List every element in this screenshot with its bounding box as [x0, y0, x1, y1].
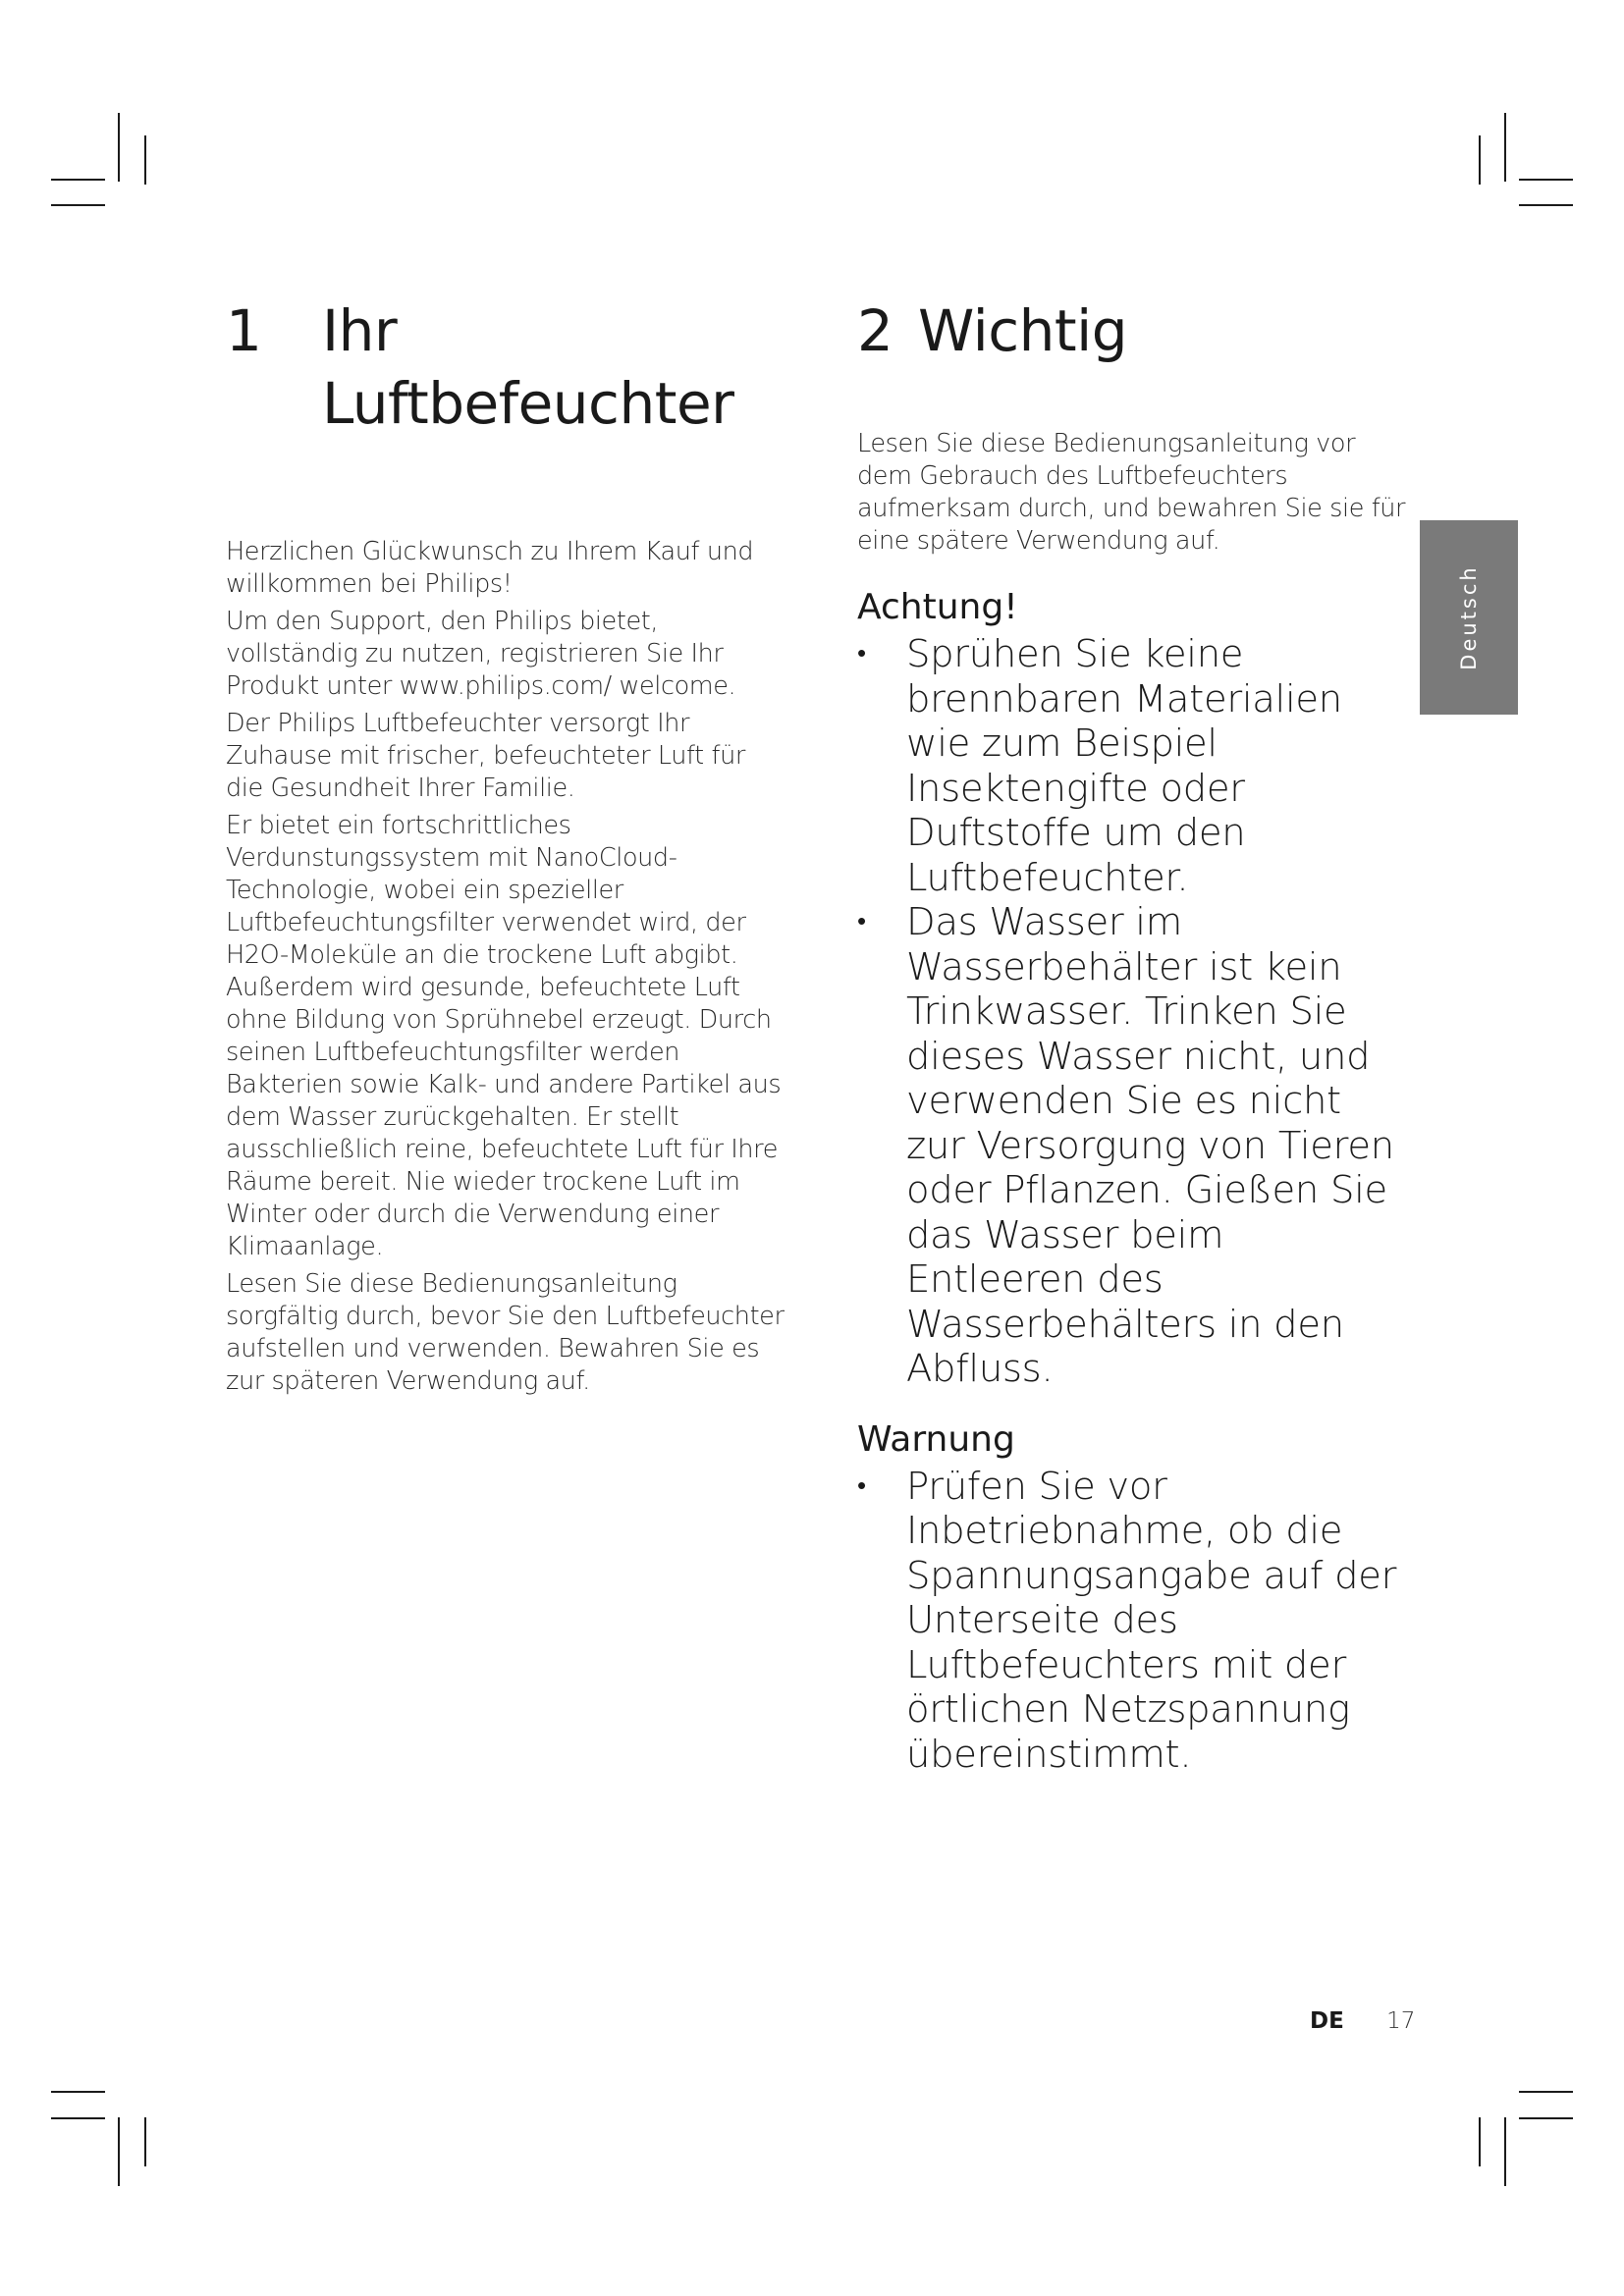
section-1-number: 1	[226, 297, 262, 364]
crop-mark-bl-h2	[51, 2117, 105, 2119]
footer-language-code: DE	[1310, 2008, 1344, 2034]
crop-mark-tl-v2	[144, 135, 146, 185]
warning-item-1: Prüfen Sie vor Inbetriebnahme, ob die Spannungsangabe auf der Unterseite des Luftbefeuchters mit der örtlichen Netzspannung übereinstimmt.	[906, 1464, 1397, 1777]
crop-mark-tr-v2	[1479, 135, 1481, 185]
paragraph: Der Philips Luftbefeuchter versorgt Ihr Zuhause mit frischer, befeuchteter Luft für die Gesundheit Ihrer Familie.	[226, 709, 745, 803]
page-number: 17	[1386, 2008, 1416, 2034]
caution-heading: Achtung!	[857, 587, 1018, 627]
paragraph: Um den Support, den Philips bietet, vollständig zu nutzen, registrieren Sie Ihr Produkt unter www.philips.com/ welcome.	[226, 607, 736, 701]
crop-mark-tl-v	[118, 113, 120, 182]
caution-item-2: Das Wasser im Wasserbehälter ist kein Trinkwasser. Trinken Sie dieses Wasser nicht, und verwenden Sie es nicht zur Versorgung von Tieren oder Pflanzen. Gießen Sie das Wasser beim Entleeren des Wasserbehälters in den Abfluss.	[906, 900, 1394, 1391]
bullet-icon: •	[857, 1470, 866, 1501]
crop-mark-br-h	[1519, 2091, 1573, 2093]
section-1	[226, 294, 785, 1403]
crop-mark-tr-v	[1504, 113, 1506, 182]
warning-heading: Warnung	[857, 1418, 1015, 1460]
crop-mark-tl-h	[51, 179, 105, 181]
crop-mark-br-v2	[1479, 2117, 1481, 2166]
section-2-title: Wichtig	[918, 297, 1128, 364]
lead-paragraph: Lesen Sie diese Bedienungsanleitung vor dem Gebrauch des Luftbefeuchters aufmerksam durch, und bewahren Sie sie für eine spätere Verwendung auf.	[857, 429, 1406, 556]
bullet-icon: •	[857, 639, 866, 668]
crop-mark-br-v	[1504, 2117, 1506, 2186]
paragraph: Er bietet ein fortschrittliches Verdunstungssystem mit NanoCloud-Technologie, wobei ein spezieller Luftbefeuchtungsfilter verwendet wird, der H2O-Moleküle an die trockene Luft abgibt. Außerdem wird gesunde, befeuchtete Luft ohne Bildung von Sprühnebel erzeugt. Durch seinen Luftbefeuchtungsfilter werden Bakterien sowie Kalk- und andere Partikel aus dem Wasser zurückgehalten. Er stellt ausschließlich reine, befeuchtete Luft für Ihre Räume bereit. Nie wieder trockene Luft im Winter oder durch die Verwendung einer Klimaanlage.	[226, 811, 782, 1261]
list-item	[857, 1465, 1407, 1778]
section-1-title: Ihr Luftbefeuchter	[322, 297, 734, 437]
paragraph: Lesen Sie diese Bedienungsanleitung sorgfältig durch, bevor Sie den Luftbefeuchter aufstellen und verwenden. Bewahren Sie es zur späteren Verwendung auf.	[226, 1269, 785, 1396]
page-footer	[1310, 2008, 1415, 2034]
crop-mark-tr-h	[1519, 179, 1573, 181]
crop-mark-bl-h	[51, 2091, 105, 2093]
section-2	[857, 294, 1407, 1777]
section-1-body	[226, 536, 785, 1398]
crop-mark-tl-h2	[51, 204, 105, 206]
caution-item-1: Sprühen Sie keine brennbaren Materialien wie zum Beispiel Insektengifte oder Duftstoffe um den Luftbefeuchter.	[906, 632, 1342, 900]
caution-list	[857, 632, 1407, 1392]
language-tab-label: Deutsch	[1457, 564, 1481, 670]
bullet-icon: •	[857, 907, 866, 936]
crop-mark-tr-h2	[1519, 204, 1573, 206]
list-item	[857, 900, 1407, 1392]
crop-mark-br-h2	[1519, 2117, 1573, 2119]
crop-mark-bl-v	[118, 2117, 120, 2186]
section-2-number: 2	[857, 297, 893, 364]
warning-list	[857, 1465, 1407, 1778]
language-tab	[1420, 520, 1518, 715]
list-item	[857, 632, 1407, 900]
crop-mark-bl-v2	[144, 2117, 146, 2166]
paragraph: Herzlichen Glückwunsch zu Ihrem Kauf und willkommen bei Philips!	[226, 537, 754, 599]
section-1-heading	[226, 294, 785, 440]
section-2-heading	[857, 294, 1407, 367]
section-2-lead	[857, 428, 1407, 558]
